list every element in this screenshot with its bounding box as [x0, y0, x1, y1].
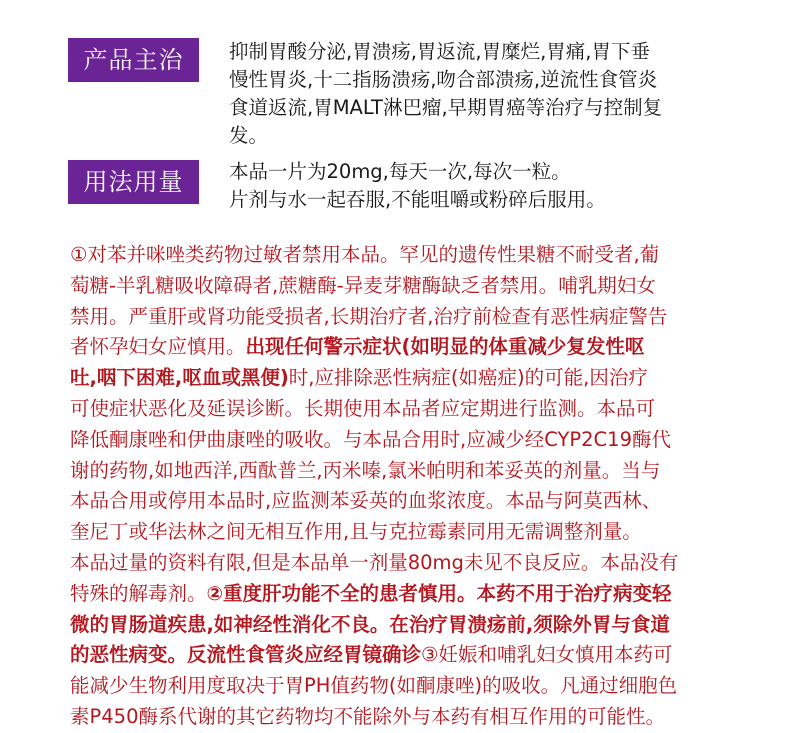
warning-text: 谢的药物,如地西洋,西酞普兰,丙米嗪,氯米帕明和苯妥英的剂量。当与	[70, 458, 661, 482]
indications-line: 食道返流,胃MALT淋巴瘤,早期胃癌等治疗与控制复	[229, 96, 663, 119]
warning-line	[70, 671, 760, 702]
warning-line	[70, 579, 760, 610]
warning-text: ③妊娠和哺乳妇女慎用本药可	[421, 643, 673, 667]
badge-indications: 产品主治	[68, 38, 199, 82]
warning-line	[70, 363, 760, 394]
warning-text: 时,应排除恶性病症(如癌症)的可能,因治疗	[288, 366, 648, 390]
indications-line: 慢性胃炎,十二指肠溃疡,吻合部溃疡,逆流性食管炎	[229, 68, 658, 91]
warning-line	[70, 548, 760, 579]
dosage-line: 片剂与水一起吞服,不能咀嚼或粉碎后服用。	[229, 188, 606, 211]
warning-text: 素P450酶系代谢的其它药物均不能除外与本药有相互作用的可能性。	[70, 704, 665, 728]
warning-line	[70, 425, 760, 456]
warning-text: ①对苯并咪唑类药物过敏者禁用本品。罕见的遗传性果糖不耐受者,葡	[70, 243, 660, 266]
warning-line	[70, 456, 760, 487]
warning-line	[70, 240, 760, 271]
warning-line	[70, 640, 760, 671]
warning-text: 能减少生物利用度取决于胃PH值药物(如酮康唑)的吸收。凡通过细胞色	[70, 674, 678, 698]
warning-text: 可使症状恶化及延误诊断。长期使用本品者应定期进行监测。本品可	[70, 396, 656, 420]
warning-text: 降低酮康唑和伊曲康唑的吸收。与本品合用时,应减少经CYP2C19酶代	[70, 427, 671, 451]
warning-text: 本品过量的资料有限,但是本品单一剂量80mg未见不良反应。本品没有	[70, 550, 679, 574]
warning-text: 萄糖-半乳糖吸收障碍者,蔗糖酶-异麦芽糖酶缺乏者禁用。哺乳期妇女	[70, 273, 656, 297]
warning-line	[70, 517, 760, 548]
warning-emphasis: 吐,咽下困难,呕血或黑便)	[70, 366, 289, 390]
warning-text: 奎尼丁或华法林之间无相互作用,且与克拉霉素同用无需调整剂量。	[70, 520, 642, 544]
warning-text: 特殊的解毒剂。	[70, 581, 207, 605]
indications-line: 发。	[229, 124, 269, 147]
warning-line	[70, 332, 760, 363]
badge-dosage: 用法用量	[68, 160, 199, 204]
warning-emphasis: 的恶性病变。反流性食管炎应经胃镜确诊	[70, 643, 422, 667]
warning-text: 禁用。严重肝或肾功能受损者,长期治疗者,治疗前检查有恶性病症警告	[70, 304, 668, 328]
warning-line	[70, 302, 760, 333]
warning-line	[70, 610, 760, 641]
indications-line: 抑制胃酸分泌,胃溃疡,胃返流,胃糜烂,胃痛,胃下垂	[229, 40, 650, 63]
warning-line	[70, 271, 760, 302]
warning-text: 者怀孕妇女应慎用。	[70, 335, 246, 359]
dosage-line: 本品一片为20mg,每天一次,每次一粒。	[229, 160, 571, 183]
warning-text: 本品合用或停用本品时,应监测苯妥英的血浆浓度。本品与阿莫西林、	[70, 489, 662, 513]
warning-emphasis: ②重度肝功能不全的患者慎用。本药不用于治疗病变轻	[206, 581, 672, 605]
warning-line	[70, 702, 760, 733]
indications-text	[229, 38, 749, 150]
dosage-text	[229, 158, 749, 214]
warning-emphasis: 微的胃肠道疾患,如神经性消化不良。在治疗胃溃疡前,须除外胃与食道	[70, 612, 670, 636]
warning-emphasis: 出现任何警示症状(如明显的体重减少复发性呕	[245, 335, 645, 359]
warning-paragraph	[70, 240, 760, 733]
warning-line	[70, 394, 760, 425]
warning-line	[70, 486, 760, 517]
